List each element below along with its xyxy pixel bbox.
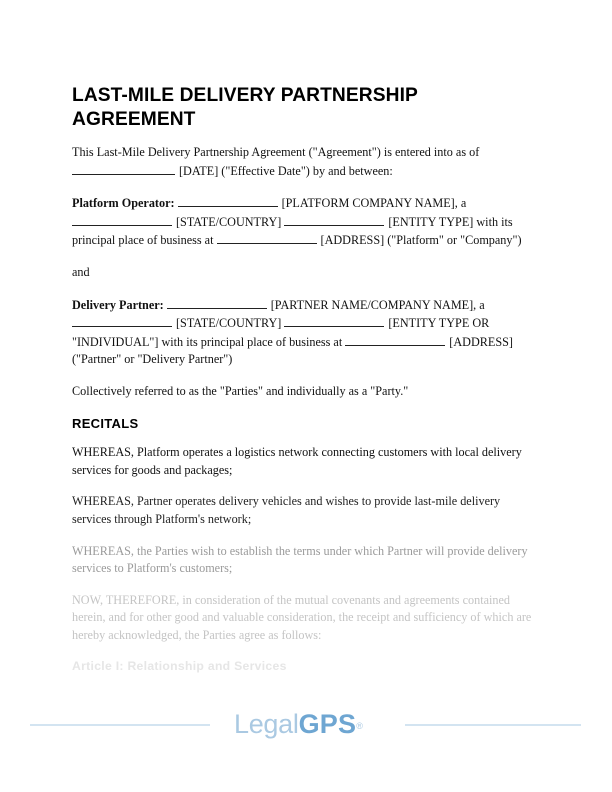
date-blank bbox=[72, 162, 175, 175]
document-body bbox=[72, 84, 540, 676]
partner-state-text: [STATE/COUNTRY] bbox=[176, 316, 282, 331]
logo-legal-text: Legal bbox=[234, 709, 299, 739]
partner-address-text: [ADDRESS] ("Partner" or "Delivery Partner") bbox=[72, 334, 513, 367]
recitals-heading: RECITALS bbox=[72, 415, 139, 431]
logo-gps-text: GPS bbox=[298, 709, 357, 739]
partner-entity-text: [ENTITY TYPE OR "INDIVIDUAL"] with its principal place of business at bbox=[72, 316, 490, 349]
intro-text-b: [DATE] ("Effective Date") by and between: bbox=[179, 163, 393, 178]
partner-name-blank bbox=[167, 296, 267, 309]
platform-operator-label: Platform Operator: bbox=[72, 196, 175, 211]
recital-paragraph: WHEREAS, Partner operates delivery vehicles and wishes to provide last-mile delivery services through Platform's network; bbox=[72, 494, 501, 526]
partner-name-text: [PARTNER NAME/COMPANY NAME], a bbox=[270, 297, 485, 312]
platform-state-blank bbox=[72, 213, 172, 226]
partner-state-blank bbox=[72, 314, 172, 327]
partner-address-blank bbox=[345, 333, 445, 346]
document-title: LAST-MILE DELIVERY PARTNERSHIP AGREEMENT bbox=[72, 85, 418, 130]
recital-paragraph: WHEREAS, Platform operates a logistics network connecting customers with local delivery services for goods and packages; bbox=[72, 445, 522, 477]
collective-paragraph: Collectively referred to as the "Parties" and individually as a "Party." bbox=[72, 383, 409, 398]
now-therefore-paragraph: NOW, THEREFORE, in consideration of the mutual covenants and agreements contained herein, and for other good and valuable consideration, the receipt and sufficiency of which are hereby acknowledged, the Parties agree as follows: bbox=[72, 592, 532, 642]
intro-text-a: This Last-Mile Delivery Partnership Agreement ("Agreement") is entered into as of bbox=[72, 145, 480, 159]
partner-entity-blank bbox=[284, 314, 384, 327]
platform-entity-text: [ENTITY TYPE] with its principal place of business at bbox=[72, 214, 513, 248]
platform-state-text: [STATE/COUNTRY] bbox=[176, 214, 282, 229]
watermark-rule-left bbox=[30, 724, 210, 726]
legalgps-logo bbox=[234, 708, 363, 740]
article-heading: Article I: Relationship and Services bbox=[72, 659, 287, 674]
platform-address-blank bbox=[217, 231, 317, 244]
platform-name-text: [PLATFORM COMPANY NAME], a bbox=[281, 196, 467, 211]
intro-paragraph bbox=[72, 144, 540, 180]
platform-operator-paragraph bbox=[72, 194, 540, 250]
recital-paragraph: WHEREAS, the Parties wish to establish the terms under which Partner will provide delivery services to Platform's customers; bbox=[72, 543, 528, 576]
watermark-rule-right bbox=[405, 724, 581, 726]
platform-name-blank bbox=[178, 194, 278, 207]
legalgps-watermark bbox=[0, 704, 612, 744]
platform-address-text: [ADDRESS] ("Platform" or "Company") bbox=[320, 233, 522, 248]
delivery-partner-label: Delivery Partner: bbox=[72, 297, 164, 312]
delivery-partner-paragraph bbox=[72, 296, 540, 369]
and-text: and bbox=[72, 264, 90, 279]
platform-entity-blank bbox=[284, 213, 384, 226]
registered-mark-icon: ® bbox=[356, 721, 363, 731]
